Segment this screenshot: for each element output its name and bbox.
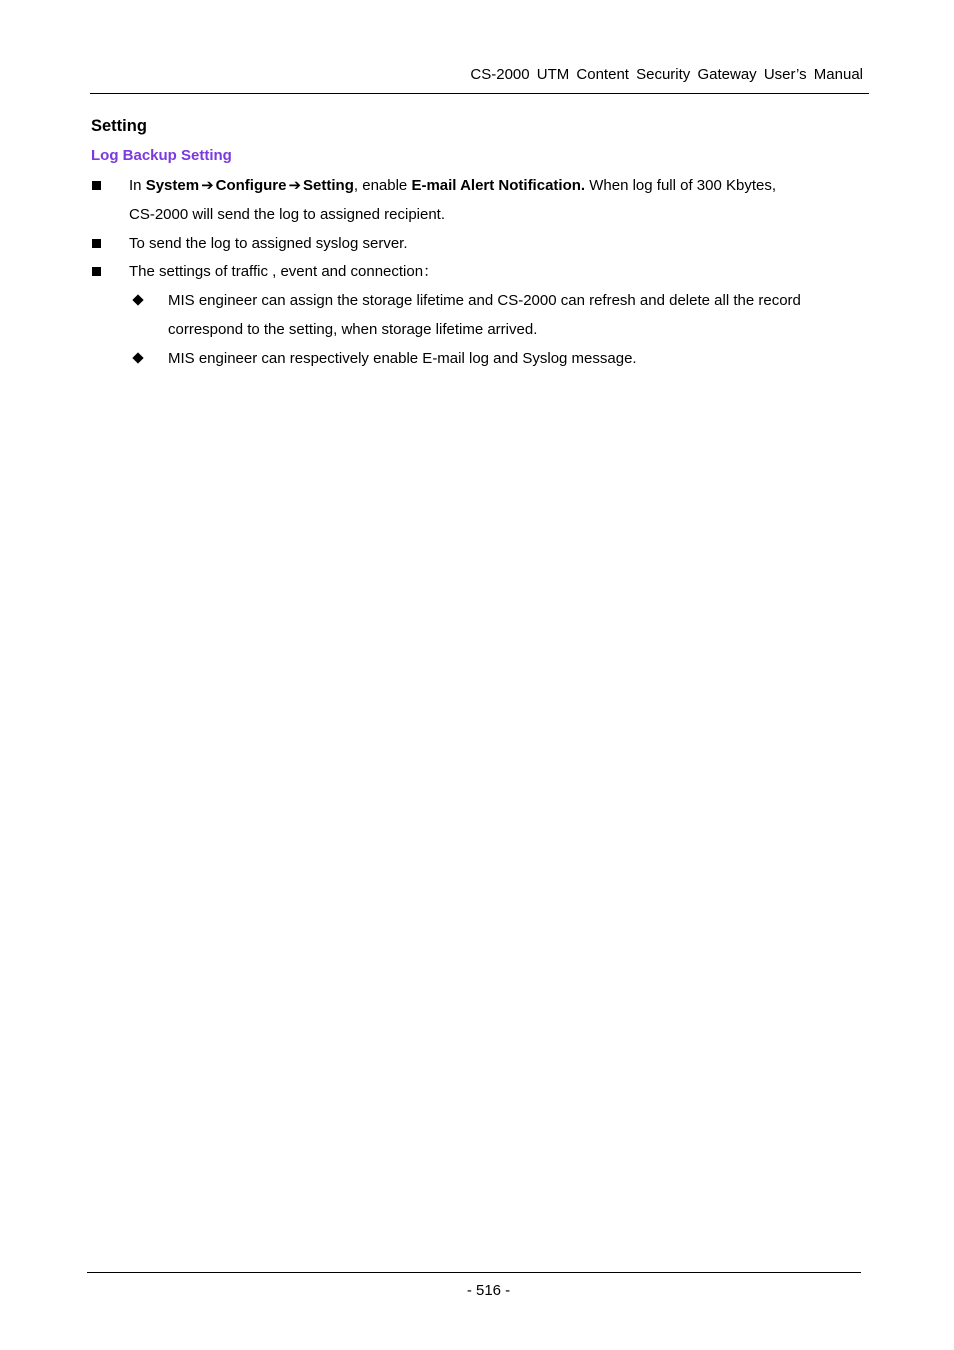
header-title: CS-2000 UTM Content Security Gateway User’s Manual <box>470 66 863 83</box>
diamond-bullet-icon <box>132 352 143 363</box>
bullet-1-line-2: CS-2000 will send the log to assigned recipient. <box>129 206 446 223</box>
bullet-3-text: The settings of traffic , event and connection： <box>129 263 439 280</box>
bullet-1-line-1 <box>129 177 776 195</box>
page-number: - 516 - <box>466 1282 511 1299</box>
square-bullet-icon <box>92 267 101 276</box>
sub-heading: Log Backup Setting <box>91 147 232 164</box>
section-heading: Setting <box>91 117 147 135</box>
bullet-2-text: To send the log to assigned syslog server. <box>129 235 408 252</box>
bullet-1-middle: , enable <box>353 177 412 194</box>
email-alert-notification: E-mail Alert Notification. <box>411 177 586 194</box>
bullet-1-suffix: When log full of 300 Kbytes, <box>585 177 777 194</box>
square-bullet-icon <box>92 181 101 190</box>
square-bullet-icon <box>92 239 101 248</box>
menu-setting: Setting <box>303 177 354 194</box>
header-divider <box>90 93 869 94</box>
diamond-bullet-icon <box>132 294 143 305</box>
menu-configure: Configure <box>215 177 287 194</box>
arrow-right-icon: ➔ <box>201 177 214 194</box>
sub-bullet-1-line-1: MIS engineer can assign the storage lifetime and CS-2000 can refresh and delete all the record <box>168 292 801 309</box>
bullet-1-prefix: In <box>129 177 146 194</box>
sub-bullet-1-line-2: correspond to the setting, when storage lifetime arrived. <box>168 321 538 338</box>
menu-system: System <box>145 177 200 194</box>
arrow-right-icon: ➔ <box>288 177 302 194</box>
footer-divider <box>87 1272 861 1273</box>
sub-bullet-2-text: MIS engineer can respectively enable E-mail log and Syslog message. <box>168 350 637 367</box>
